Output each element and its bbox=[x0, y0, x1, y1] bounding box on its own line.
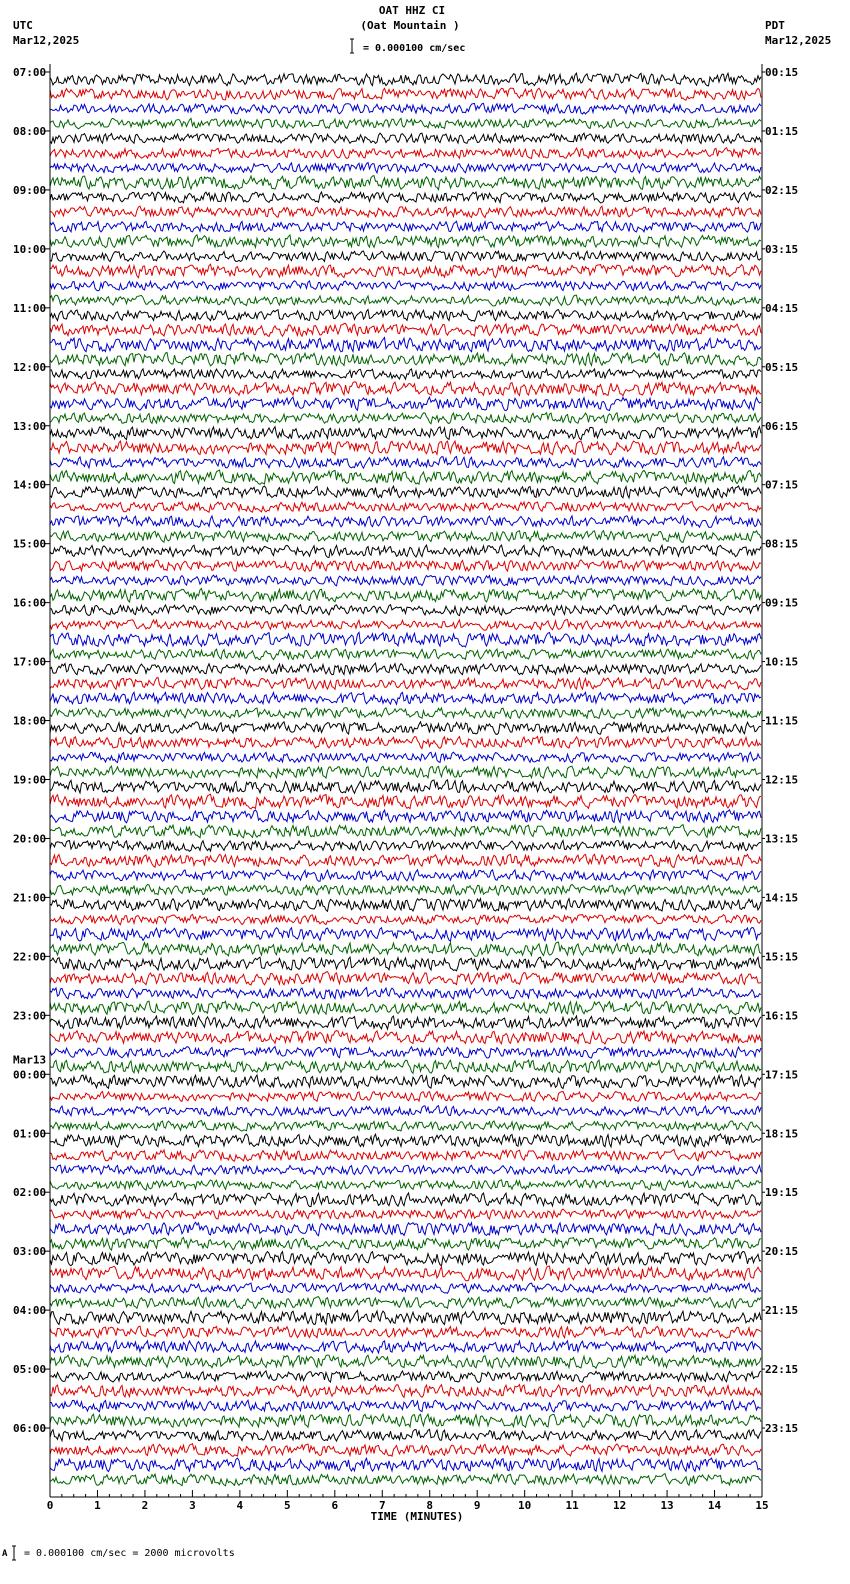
seismic-trace bbox=[50, 737, 761, 749]
seismic-trace bbox=[50, 235, 761, 248]
trace-group bbox=[50, 73, 761, 1486]
date-change-label: Mar13 bbox=[13, 1053, 47, 1067]
seismic-trace bbox=[50, 251, 761, 262]
seismic-trace bbox=[50, 1165, 761, 1175]
scale-bar-label: = 0.000100 cm/sec bbox=[363, 43, 466, 54]
seismic-trace bbox=[50, 206, 761, 218]
seismic-trace bbox=[50, 427, 761, 440]
seismic-trace bbox=[50, 841, 761, 852]
pdt-date-label: Mar12,2025 bbox=[765, 34, 832, 47]
utc-hour-label: 17:00 bbox=[13, 655, 47, 669]
pdt-hour-label: 16:15 bbox=[765, 1009, 799, 1023]
utc-date-label: Mar12,2025 bbox=[13, 34, 80, 47]
utc-hour-label: 00:00 bbox=[13, 1068, 47, 1082]
x-tick-label: 7 bbox=[378, 1499, 386, 1512]
footer-scale-prefix: A bbox=[2, 1549, 8, 1559]
seismic-trace bbox=[50, 1326, 761, 1338]
seismic-trace bbox=[50, 88, 761, 100]
seismic-trace bbox=[50, 1341, 761, 1353]
seismic-trace bbox=[50, 148, 761, 159]
pdt-hour-label: 23:15 bbox=[765, 1422, 799, 1436]
pdt-hour-label: 00:15 bbox=[765, 66, 799, 79]
utc-hour-label: 15:00 bbox=[13, 537, 47, 551]
x-tick-label: 2 bbox=[141, 1499, 149, 1512]
seismic-trace bbox=[50, 649, 761, 660]
seismic-trace bbox=[50, 1297, 761, 1309]
pdt-zone-label: PDT bbox=[765, 19, 785, 32]
pdt-hour-label: 02:15 bbox=[765, 183, 799, 197]
utc-hour-label: 11:00 bbox=[13, 301, 47, 315]
seismic-trace bbox=[50, 722, 761, 735]
utc-hour-label: 22:00 bbox=[13, 950, 47, 964]
seismic-trace bbox=[50, 163, 761, 173]
x-tick-label: 13 bbox=[660, 1499, 674, 1512]
seismic-trace bbox=[50, 1310, 761, 1324]
pdt-hour-label: 15:15 bbox=[765, 950, 799, 964]
utc-hour-label: 19:00 bbox=[13, 773, 47, 787]
seismic-trace bbox=[50, 382, 761, 396]
seismic-trace bbox=[50, 678, 761, 690]
x-tick-label: 11 bbox=[565, 1499, 579, 1512]
seismic-trace bbox=[50, 632, 761, 647]
seismic-trace bbox=[50, 1400, 761, 1412]
pdt-hour-label: 22:15 bbox=[765, 1363, 799, 1377]
seismic-trace bbox=[50, 884, 761, 895]
seismic-trace bbox=[50, 295, 761, 306]
pdt-hour-label: 11:15 bbox=[765, 714, 799, 728]
seismic-trace bbox=[50, 1075, 761, 1089]
pdt-hour-label: 19:15 bbox=[765, 1186, 799, 1200]
seismic-trace bbox=[50, 118, 761, 129]
utc-hour-label: 03:00 bbox=[13, 1245, 47, 1259]
seismic-trace bbox=[50, 1283, 761, 1293]
pdt-hour-label: 08:15 bbox=[765, 537, 799, 551]
x-tick-label: 4 bbox=[236, 1499, 244, 1512]
seismic-trace bbox=[50, 221, 761, 232]
seismic-trace bbox=[50, 73, 761, 86]
utc-hour-label: 04:00 bbox=[13, 1304, 47, 1318]
seismic-trace bbox=[50, 692, 761, 704]
seismic-trace bbox=[50, 1001, 761, 1015]
pdt-hour-label: 13:15 bbox=[765, 832, 799, 846]
seismic-trace bbox=[50, 1355, 761, 1368]
seismic-trace bbox=[50, 1371, 761, 1383]
seismic-trace bbox=[50, 1180, 761, 1190]
x-axis-title: TIME (MINUTES) bbox=[370, 1510, 464, 1523]
seismic-trace bbox=[50, 281, 761, 291]
utc-hour-label: 08:00 bbox=[13, 124, 47, 138]
seismic-trace bbox=[50, 605, 761, 616]
pdt-hour-label: 18:15 bbox=[765, 1127, 799, 1141]
seismic-trace bbox=[50, 589, 761, 603]
seismic-trace bbox=[50, 928, 761, 942]
seismic-trace bbox=[50, 323, 761, 336]
pdt-hour-label: 12:15 bbox=[765, 773, 799, 787]
seismic-trace bbox=[50, 1474, 761, 1486]
pdt-hour-label: 20:15 bbox=[765, 1245, 799, 1259]
seismic-trace bbox=[50, 620, 761, 631]
seismic-trace bbox=[50, 663, 761, 675]
seismic-trace bbox=[50, 1092, 761, 1102]
x-tick-label: 6 bbox=[331, 1499, 339, 1512]
x-tick-label: 5 bbox=[284, 1499, 291, 1512]
seismic-trace bbox=[50, 780, 761, 793]
seismic-trace bbox=[50, 1429, 761, 1441]
pdt-hour-label: 21:15 bbox=[765, 1304, 799, 1318]
station-title: OAT HHZ CI bbox=[378, 4, 446, 17]
seismic-trace bbox=[50, 457, 761, 469]
pdt-hour-label: 06:15 bbox=[765, 419, 799, 433]
pdt-hour-label: 14:15 bbox=[765, 891, 799, 905]
seismic-trace bbox=[50, 1106, 761, 1116]
seismic-trace bbox=[50, 103, 761, 114]
seismic-trace bbox=[50, 1414, 761, 1427]
seismic-trace bbox=[50, 794, 761, 809]
x-tick-label: 0 bbox=[46, 1499, 54, 1512]
seismic-trace bbox=[50, 397, 761, 411]
pdt-hour-label: 17:15 bbox=[765, 1068, 799, 1082]
seismic-trace bbox=[50, 545, 761, 557]
seismic-trace bbox=[50, 766, 761, 778]
utc-hour-label: 02:00 bbox=[13, 1186, 47, 1200]
seismic-trace bbox=[50, 854, 761, 867]
seismic-trace bbox=[50, 1060, 761, 1073]
seismic-trace bbox=[50, 1150, 761, 1162]
seismic-trace bbox=[50, 1238, 761, 1251]
footer-scale-label: = 0.000100 cm/sec = 2000 microvolts bbox=[24, 1548, 235, 1559]
seismic-trace bbox=[50, 338, 761, 352]
seismic-trace bbox=[50, 708, 761, 719]
seismic-trace bbox=[50, 988, 761, 999]
seismic-trace bbox=[50, 176, 761, 190]
x-tick-label: 10 bbox=[518, 1499, 532, 1512]
seismic-trace bbox=[50, 752, 761, 763]
seismic-trace bbox=[50, 810, 761, 823]
seismic-trace bbox=[50, 264, 761, 277]
x-tick-label: 3 bbox=[189, 1499, 196, 1512]
seismic-trace bbox=[50, 1266, 761, 1281]
seismic-trace bbox=[50, 957, 761, 971]
seismic-trace bbox=[50, 192, 761, 203]
utc-hour-label: 21:00 bbox=[13, 891, 47, 905]
seismic-trace bbox=[50, 825, 761, 838]
utc-hour-label: 05:00 bbox=[13, 1363, 47, 1377]
pdt-hour-label: 01:15 bbox=[765, 124, 799, 138]
utc-zone-label: UTC bbox=[13, 19, 33, 32]
seismic-trace bbox=[50, 531, 761, 543]
seismic-trace bbox=[50, 310, 761, 322]
utc-hour-label: 14:00 bbox=[13, 478, 47, 492]
seismic-trace bbox=[50, 942, 761, 956]
seismic-trace bbox=[50, 486, 761, 498]
seismic-trace bbox=[50, 1121, 761, 1132]
utc-hour-label: 18:00 bbox=[13, 714, 47, 728]
seismic-trace bbox=[50, 560, 761, 572]
seismic-trace bbox=[50, 369, 761, 379]
seismic-trace bbox=[50, 1209, 761, 1219]
utc-hour-label: 07:00 bbox=[13, 66, 47, 79]
pdt-hour-label: 04:15 bbox=[765, 301, 799, 315]
seismic-trace bbox=[50, 441, 761, 455]
utc-hour-label: 13:00 bbox=[13, 419, 47, 433]
pdt-hour-label: 10:15 bbox=[765, 655, 799, 669]
seismic-trace bbox=[50, 413, 761, 424]
utc-hour-label: 09:00 bbox=[13, 183, 47, 197]
pdt-hour-label: 07:15 bbox=[765, 478, 799, 492]
utc-hour-label: 16:00 bbox=[13, 596, 47, 610]
seismic-trace bbox=[50, 575, 761, 586]
seismic-trace bbox=[50, 1031, 761, 1044]
seismic-trace bbox=[50, 1458, 761, 1472]
seismic-trace bbox=[50, 1047, 761, 1058]
x-tick-label: 8 bbox=[426, 1499, 434, 1512]
utc-hour-label: 01:00 bbox=[13, 1127, 47, 1141]
pdt-hour-label: 09:15 bbox=[765, 596, 799, 610]
seismic-trace bbox=[50, 1252, 761, 1266]
x-tick-label: 12 bbox=[612, 1499, 627, 1512]
utc-hour-label: 06:00 bbox=[13, 1422, 47, 1436]
x-tick-label: 15 bbox=[755, 1499, 769, 1512]
seismic-trace bbox=[50, 972, 761, 985]
utc-hour-label: 23:00 bbox=[13, 1009, 47, 1023]
seismic-trace bbox=[50, 1134, 761, 1147]
utc-hour-label: 10:00 bbox=[13, 242, 47, 256]
seismic-trace bbox=[50, 133, 761, 143]
seismic-trace bbox=[50, 1016, 761, 1029]
utc-hour-label: 12:00 bbox=[13, 360, 47, 374]
seismic-trace bbox=[50, 1444, 761, 1457]
seismic-trace bbox=[50, 502, 761, 513]
x-tick-label: 9 bbox=[473, 1499, 481, 1512]
pdt-hour-label: 05:15 bbox=[765, 360, 799, 374]
x-tick-label: 1 bbox=[94, 1499, 101, 1512]
seismic-trace bbox=[50, 898, 761, 911]
seismic-trace bbox=[50, 353, 761, 367]
seismic-trace bbox=[50, 1385, 761, 1398]
pdt-hour-label: 03:15 bbox=[765, 242, 799, 256]
seismic-trace bbox=[50, 470, 761, 484]
station-location: (Oat Mountain ) bbox=[360, 19, 460, 32]
seismic-trace bbox=[50, 870, 761, 881]
utc-hour-label: 20:00 bbox=[13, 832, 47, 846]
seismic-trace bbox=[50, 1193, 761, 1207]
seismic-trace bbox=[50, 914, 761, 924]
x-tick-label: 14 bbox=[707, 1499, 722, 1512]
seismic-trace bbox=[50, 1222, 761, 1235]
seismic-trace bbox=[50, 516, 761, 528]
